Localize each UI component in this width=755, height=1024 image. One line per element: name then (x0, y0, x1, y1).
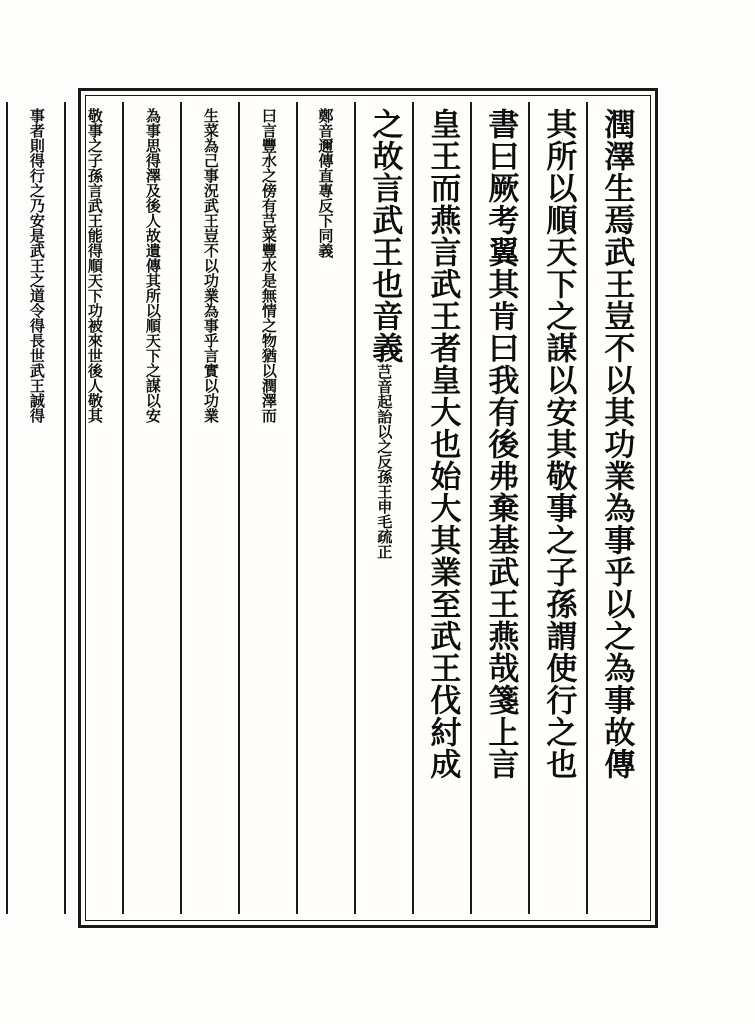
text-column-8 (180, 102, 238, 914)
text-column-11 (6, 102, 64, 914)
text-column-9 (122, 102, 180, 914)
column-main-text: 之故言武王也音義 (366, 108, 403, 364)
column-mixed (317, 108, 336, 908)
page-frame-inner (27, 95, 651, 921)
column-commentary-text: 為事思得澤及後人故遺傳其所以順天下之謀以安 (143, 108, 162, 423)
text-column-10 (64, 102, 122, 914)
column-commentary-text: 敬事之子孫言武王能得順天下功被來世後人敬其 (85, 108, 104, 423)
text-column-6 (296, 102, 354, 914)
column-text: 其所以順天下之謀以安其敬事之子孫謂使行之也 (540, 108, 577, 780)
text-column-7 (238, 102, 296, 914)
text-columns (27, 102, 644, 914)
text-column-1 (586, 102, 644, 914)
text-column-12 (0, 102, 6, 914)
column-commentary-text: 鄭音邇傳直專反下同義 (316, 108, 335, 258)
column-text: 潤澤生焉武王豈不以其功業為事乎以之為事故傳 (598, 108, 635, 780)
column-commentary-text: 生菜為己事況武王豈不以功業為事乎言實以功業 (201, 108, 220, 423)
page-frame (27, 88, 658, 928)
text-column-2 (528, 102, 586, 914)
text-column-3 (470, 102, 528, 914)
column-text: 書曰厥考翼其肯曰我有後弗棄基武王燕哉箋上言 (482, 108, 519, 780)
column-text: 皇王而燕言武王者皇大也始大其業至武王伐紂成 (424, 108, 461, 780)
column-mixed (368, 108, 401, 908)
column-commentary-text: 事者則得行之乃安是武王之道令得長世武王誠得 (27, 108, 46, 423)
text-column-4 (412, 102, 470, 914)
column-commentary-text: 芑音起詒以之反孫王申毛疏正 (375, 364, 394, 559)
column-commentary-text: 曰言豐水之傍有芑菜豐水是無情之物猶以潤澤而 (259, 108, 278, 423)
text-column-5 (354, 102, 412, 914)
